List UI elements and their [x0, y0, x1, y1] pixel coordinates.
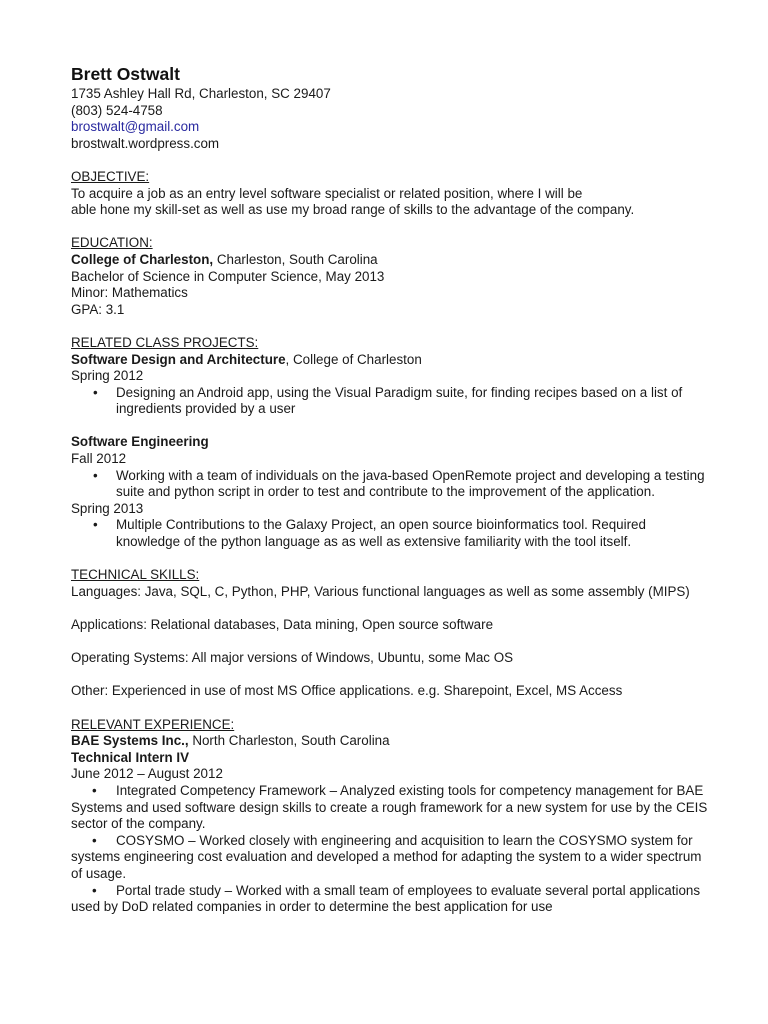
school-name: College of Charleston,	[71, 251, 214, 267]
project-2-term-2: Spring 2013	[71, 500, 144, 516]
project-2-bullets-1	[71, 468, 711, 501]
job-title-line	[71, 750, 711, 767]
address: 1735 Ashley Hall Rd, Charleston, SC 29407	[71, 86, 331, 101]
job-dates: June 2012 – August 2012	[71, 766, 223, 782]
project-1-term: Spring 2012	[71, 368, 144, 384]
gpa: GPA: 3.1	[71, 301, 125, 317]
project-2-bullets-2	[71, 517, 711, 550]
experience-item-1: Integrated Competency Framework – Analyzed existing tools for competency management for BAE Systems and used software design skills to create a rough framework for a new system for use by the CEIS sector of the company.	[71, 782, 708, 832]
minor: Minor: Mathematics	[71, 285, 188, 301]
phone: (803) 524-4758	[71, 102, 163, 118]
experience-heading: RELEVANT EXPERIENCE:	[71, 716, 235, 732]
bullet-glyph: •	[92, 882, 97, 898]
experience-company-line	[71, 733, 711, 750]
objective-line-1: To acquire a job as an entry level software specialist or related position, where I will be	[71, 185, 583, 201]
skills-languages: Languages: Java, SQL, C, Python, PHP, Various functional languages as well as some assembly (MIPS)	[71, 583, 690, 599]
education-school-line	[71, 252, 711, 269]
bullet-glyph: •	[92, 832, 97, 848]
objective-heading: OBJECTIVE:	[71, 168, 150, 184]
list-item	[71, 883, 711, 916]
project-2-term-1: Fall 2012	[71, 451, 127, 467]
project-1-bullets	[71, 385, 711, 418]
project-1-title: Software Design and Architecture	[71, 351, 286, 367]
education-heading: EDUCATION:	[71, 235, 153, 251]
degree: Bachelor of Science in Computer Science, May 2013	[71, 268, 385, 284]
objective-line-2: able hone my skill-set as well as use my broad range of skills to the advantage of the company.	[71, 202, 635, 218]
list-item: • Designing an Android app, using the Visual Paradigm suite, for finding recipes based on a list of ingredients provided by a user	[71, 385, 711, 418]
resume-content	[71, 64, 711, 916]
skills-heading: TECHNICAL SKILLS:	[71, 567, 200, 583]
project-1-title-line	[71, 352, 711, 369]
email-link[interactable]: brostwalt@gmail.com	[71, 119, 200, 135]
experience-items	[71, 783, 711, 916]
list-item: • Working with a team of individuals on the java-based OpenRemote project and developing a testing suite and python script in order to test and contribute to the improvement of the application.	[71, 468, 711, 501]
project-2-title: Software Engineering	[71, 434, 209, 450]
skills-applications: Applications: Relational databases, Data mining, Open source software	[71, 617, 494, 632]
list-item	[71, 833, 711, 883]
list-item: • Multiple Contributions to the Galaxy Project, an open source bioinformatics tool. Required knowledge of the python language as as well as extensive familiarity with the tool itself.	[71, 517, 711, 550]
company-name: BAE Systems Inc.,	[71, 733, 189, 749]
experience-item-3: Portal trade study – Worked with a small team of employees to evaluate several portal applications used by DoD related companies in order to determine the best application for use	[71, 882, 701, 915]
skills-other: Other: Experienced in use of most MS Office applications. e.g. Sharepoint, Excel, MS Access	[71, 683, 623, 699]
list-item	[71, 783, 711, 833]
project-1-org: , College of Charleston	[285, 351, 422, 367]
job-title: Technical Intern IV	[71, 749, 190, 765]
project-2-title-line	[71, 434, 711, 451]
website: brostwalt.wordpress.com	[71, 135, 220, 151]
skills-os: Operating Systems: All major versions of Windows, Ubuntu, some Mac OS	[71, 650, 514, 666]
company-location: North Charleston, South Carolina	[188, 733, 390, 749]
projects-heading: RELATED CLASS PROJECTS:	[71, 334, 259, 350]
experience-item-2: COSYSMO – Worked closely with engineering and acquisition to learn the COSYSMO system for systems engineering cost evaluation and developed a method for adapting the system to a wider spectrum of usage.	[71, 832, 702, 881]
bullet-glyph: •	[92, 782, 97, 798]
school-location: Charleston, South Carolina	[213, 251, 378, 267]
candidate-name: Brett Ostwalt	[71, 64, 180, 84]
